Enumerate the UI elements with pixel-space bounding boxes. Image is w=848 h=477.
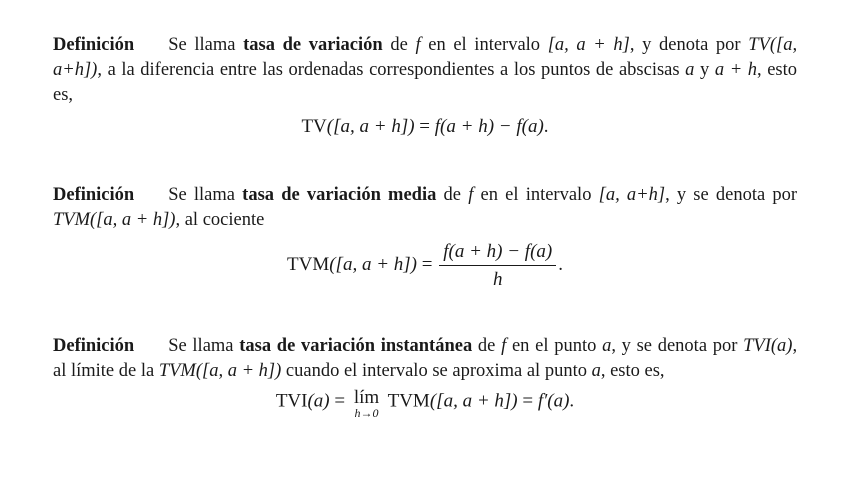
formula-tv: TV([a, a + h]) = f(a + h) − f(a).: [301, 116, 549, 137]
definition-heading: Definición: [53, 185, 135, 205]
notation: TVM([a, a + h]): [158, 361, 282, 381]
fraction: [439, 239, 556, 292]
formula-tvm: TVM([a, a + h]) = $\frac{f(a + h) - f(a)}{h}$ .: [287, 241, 563, 290]
fraction-denominator: h: [492, 269, 503, 290]
fraction-numerator: f(a + h) − f(a): [439, 239, 556, 266]
limit-operator: lím h→0: [353, 387, 380, 420]
interval-expression: [a, a + h]: [547, 35, 630, 55]
notation: TVI(a): [743, 336, 793, 356]
defined-term: tasa de variación: [243, 35, 383, 55]
definition-text: Definición Se llama tasa de variación de f en el intervalo [a, a + h], y denota por TV([a, a+h]), a la diferencia entre las ordenadas correspondientes a los puntos de abscisas a y a + h, esto es,: [53, 35, 798, 105]
definition-tasa-variacion: [53, 33, 797, 139]
definition-text: Definición Se llama tasa de variación instantánea de f en el punto a, y se denota por TVI(a), al límite de la TVM([a, a + h]) cuando el intervalo se aproxima al punto a, esto es,: [53, 336, 798, 381]
definition-heading: Definición: [53, 35, 135, 55]
definition-tasa-variacion-instantanea: [53, 334, 797, 419]
definition-tasa-variacion-media: [53, 183, 797, 292]
notation: TVM([a, a + h]): [53, 210, 176, 230]
defined-term: tasa de variación media: [242, 185, 437, 205]
notation: TV([a, a+h]): [53, 35, 798, 80]
defined-term: tasa de variación instantánea: [239, 336, 473, 356]
interval-expression: [a, a+h]: [598, 185, 666, 205]
definition-heading: Definición: [53, 336, 135, 356]
formula-tvi: TVI(a) = lím h→0 TVM([a, a + h]) = f′(a).: [275, 387, 575, 420]
definition-text: Definición Se llama tasa de variación media de f en el intervalo [a, a+h], y se denota por TVM([a, a + h]), al cociente: [53, 185, 798, 230]
